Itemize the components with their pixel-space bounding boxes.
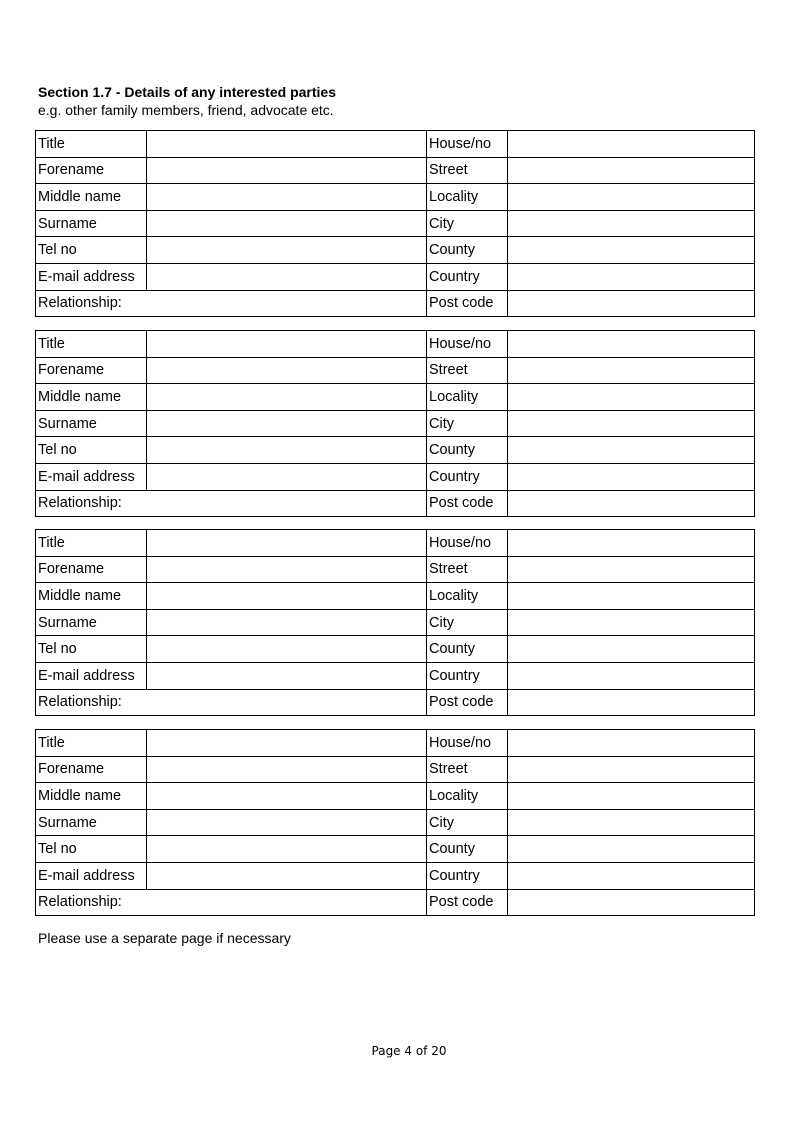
surname-label: Surname [36, 609, 147, 636]
e-mail-address-field[interactable] [147, 662, 427, 689]
tel-no-label: Tel no [36, 437, 147, 464]
tel-no-field[interactable] [147, 437, 427, 464]
forename-field[interactable] [147, 756, 427, 783]
city-field[interactable] [508, 410, 755, 437]
post-code-field[interactable] [508, 290, 755, 317]
county-label: County [427, 836, 508, 863]
e-mail-address-label: E-mail address [36, 662, 147, 689]
locality-label: Locality [427, 583, 508, 610]
house-no-label: House/no [427, 131, 508, 158]
title-label: Title [36, 730, 147, 757]
county-field[interactable] [508, 237, 755, 264]
surname-field[interactable] [147, 410, 427, 437]
house-no-label: House/no [427, 331, 508, 358]
form-row [36, 357, 755, 384]
city-field[interactable] [508, 609, 755, 636]
city-field[interactable] [508, 809, 755, 836]
relationship-row [36, 689, 755, 716]
section-subtitle: e.g. other family members, friend, advocate etc. [38, 102, 334, 118]
e-mail-address-field[interactable] [147, 862, 427, 889]
form-row [36, 331, 755, 358]
middle-name-field[interactable] [147, 583, 427, 610]
forename-label: Forename [36, 357, 147, 384]
form-row [36, 184, 755, 211]
title-label: Title [36, 331, 147, 358]
street-field[interactable] [508, 556, 755, 583]
street-label: Street [427, 157, 508, 184]
form-row [36, 809, 755, 836]
country-label: Country [427, 263, 508, 290]
surname-field[interactable] [147, 609, 427, 636]
county-field[interactable] [508, 636, 755, 663]
street-label: Street [427, 357, 508, 384]
house-no-field[interactable] [508, 331, 755, 358]
e-mail-address-field[interactable] [147, 463, 427, 490]
locality-label: Locality [427, 783, 508, 810]
country-field[interactable] [508, 862, 755, 889]
interested-party-table [35, 330, 755, 517]
forename-field[interactable] [147, 556, 427, 583]
house-no-field[interactable] [508, 131, 755, 158]
locality-label: Locality [427, 384, 508, 411]
form-row [36, 131, 755, 158]
e-mail-address-label: E-mail address [36, 263, 147, 290]
street-field[interactable] [508, 157, 755, 184]
relationship-label: Relationship: [38, 295, 122, 312]
form-row [36, 157, 755, 184]
country-label: Country [427, 862, 508, 889]
middle-name-label: Middle name [36, 783, 147, 810]
form-row [36, 756, 755, 783]
form-row [36, 263, 755, 290]
e-mail-address-field[interactable] [147, 263, 427, 290]
form-row [36, 530, 755, 557]
county-label: County [427, 636, 508, 663]
forename-label: Forename [36, 556, 147, 583]
title-label: Title [36, 131, 147, 158]
form-row [36, 463, 755, 490]
post-code-label: Post code [427, 290, 508, 317]
form-row [36, 662, 755, 689]
country-field[interactable] [508, 263, 755, 290]
country-label: Country [427, 662, 508, 689]
street-label: Street [427, 556, 508, 583]
tel-no-label: Tel no [36, 636, 147, 663]
relationship-row [36, 889, 755, 916]
house-no-label: House/no [427, 730, 508, 757]
form-row [36, 636, 755, 663]
locality-field[interactable] [508, 384, 755, 411]
relationship-field[interactable] [36, 290, 427, 317]
middle-name-field[interactable] [147, 384, 427, 411]
relationship-field[interactable] [36, 689, 427, 716]
city-label: City [427, 410, 508, 437]
country-label: Country [427, 463, 508, 490]
form-row [36, 210, 755, 237]
form-row [36, 583, 755, 610]
relationship-label: Relationship: [38, 495, 122, 512]
street-label: Street [427, 756, 508, 783]
city-label: City [427, 210, 508, 237]
street-field[interactable] [508, 357, 755, 384]
relationship-label: Relationship: [38, 894, 122, 911]
middle-name-label: Middle name [36, 583, 147, 610]
post-code-field[interactable] [508, 889, 755, 916]
surname-field[interactable] [147, 210, 427, 237]
house-no-field[interactable] [508, 530, 755, 557]
form-row [36, 437, 755, 464]
relationship-row [36, 490, 755, 517]
title-field[interactable] [147, 530, 427, 557]
page-number: Page 4 of 20 [371, 1044, 447, 1058]
surname-label: Surname [36, 809, 147, 836]
surname-field[interactable] [147, 809, 427, 836]
form-row [36, 410, 755, 437]
interested-party-table [35, 130, 755, 317]
middle-name-field[interactable] [147, 783, 427, 810]
title-field[interactable] [147, 331, 427, 358]
post-code-field[interactable] [508, 689, 755, 716]
middle-name-label: Middle name [36, 184, 147, 211]
e-mail-address-label: E-mail address [36, 463, 147, 490]
e-mail-address-label: E-mail address [36, 862, 147, 889]
country-field[interactable] [508, 662, 755, 689]
form-row [36, 237, 755, 264]
forename-field[interactable] [147, 357, 427, 384]
interested-party-table [35, 529, 755, 716]
tel-no-field[interactable] [147, 636, 427, 663]
form-row [36, 556, 755, 583]
form-row [36, 384, 755, 411]
relationship-row [36, 290, 755, 317]
surname-label: Surname [36, 410, 147, 437]
section-title: Section 1.7 - Details of any interested parties [38, 84, 336, 100]
relationship-field[interactable] [36, 490, 427, 517]
tel-no-label: Tel no [36, 836, 147, 863]
country-field[interactable] [508, 463, 755, 490]
locality-field[interactable] [508, 184, 755, 211]
post-code-label: Post code [427, 689, 508, 716]
surname-label: Surname [36, 210, 147, 237]
forename-label: Forename [36, 756, 147, 783]
county-label: County [427, 237, 508, 264]
form-row [36, 862, 755, 889]
locality-field[interactable] [508, 783, 755, 810]
interested-party-table [35, 729, 755, 916]
middle-name-field[interactable] [147, 184, 427, 211]
county-field[interactable] [508, 437, 755, 464]
street-field[interactable] [508, 756, 755, 783]
locality-label: Locality [427, 184, 508, 211]
city-field[interactable] [508, 210, 755, 237]
separate-page-note: Please use a separate page if necessary [38, 930, 291, 946]
forename-label: Forename [36, 157, 147, 184]
tel-no-label: Tel no [36, 237, 147, 264]
house-no-field[interactable] [508, 730, 755, 757]
middle-name-label: Middle name [36, 384, 147, 411]
relationship-label: Relationship: [38, 694, 122, 711]
house-no-label: House/no [427, 530, 508, 557]
forename-field[interactable] [147, 157, 427, 184]
post-code-label: Post code [427, 490, 508, 517]
post-code-field[interactable] [508, 490, 755, 517]
title-label: Title [36, 530, 147, 557]
form-row [36, 730, 755, 757]
tel-no-field[interactable] [147, 836, 427, 863]
form-row [36, 836, 755, 863]
county-field[interactable] [508, 836, 755, 863]
form-row [36, 783, 755, 810]
county-label: County [427, 437, 508, 464]
locality-field[interactable] [508, 583, 755, 610]
tel-no-field[interactable] [147, 237, 427, 264]
form-row [36, 609, 755, 636]
post-code-label: Post code [427, 889, 508, 916]
title-field[interactable] [147, 131, 427, 158]
city-label: City [427, 609, 508, 636]
city-label: City [427, 809, 508, 836]
relationship-field[interactable] [36, 889, 427, 916]
title-field[interactable] [147, 730, 427, 757]
